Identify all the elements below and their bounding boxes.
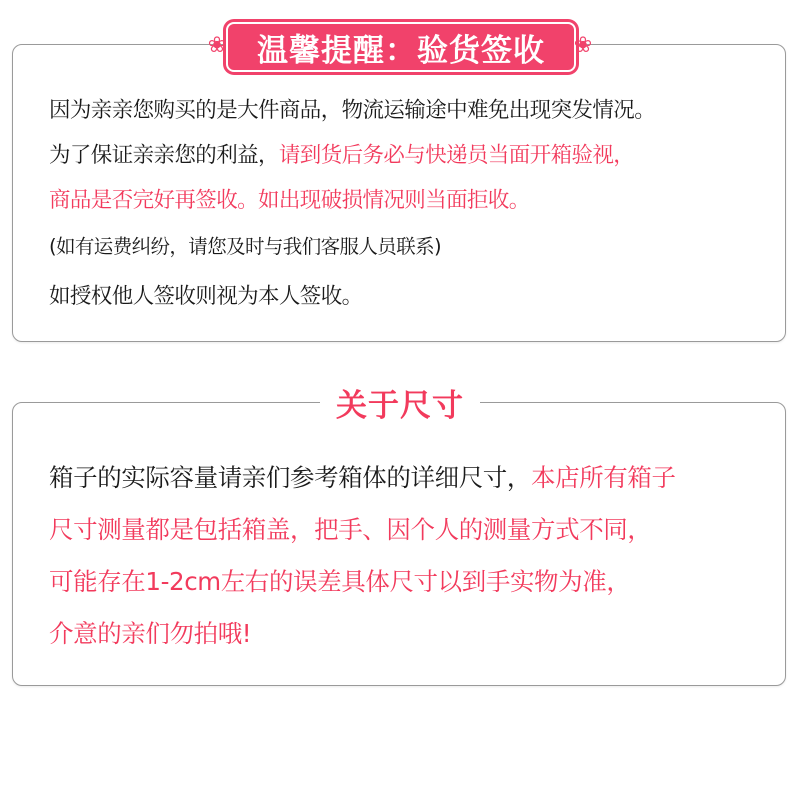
size-highlight-line: 尺寸测量都是包括箱盖，把手、因个人的测量方式不同，: [49, 515, 652, 544]
size-line: [49, 459, 676, 494]
notice-highlight-line: 商品是否完好再签收。如出现破损情况则当面拒收。: [49, 188, 530, 213]
notice-title: 温馨提醒：验货签收: [226, 22, 576, 72]
notice-line: [49, 138, 634, 169]
size-heading: 关于尺寸: [320, 380, 480, 424]
size-highlight-line: 介意的亲们勿拍哦!: [49, 619, 252, 648]
notice-line: (如有运费纠纷，请您及时与我们客服人员联系): [49, 235, 442, 258]
flower-icon: ❀: [573, 33, 593, 58]
notice-line: 因为亲亲您购买的是大件商品，物流运输途中难免出现突发情况。: [49, 98, 656, 123]
size-highlight-text: 本店所有箱子: [531, 463, 676, 492]
flower-icon: ❀: [207, 33, 227, 58]
notice-text: 为了保证亲亲您的利益，: [49, 143, 279, 168]
notice-line: 如授权他人签收则视为本人签收。: [49, 284, 363, 309]
size-card: [12, 402, 786, 686]
size-highlight-line: 可能存在1-2cm左右的误差具体尺寸以到手实物为准，: [49, 567, 631, 596]
notice-highlight-text: 请到货后务必与快递员当面开箱验视，: [278, 143, 635, 168]
notice-card: [12, 44, 786, 342]
size-text: 箱子的实际容量请亲们参考箱体的详细尺寸，: [49, 463, 531, 492]
